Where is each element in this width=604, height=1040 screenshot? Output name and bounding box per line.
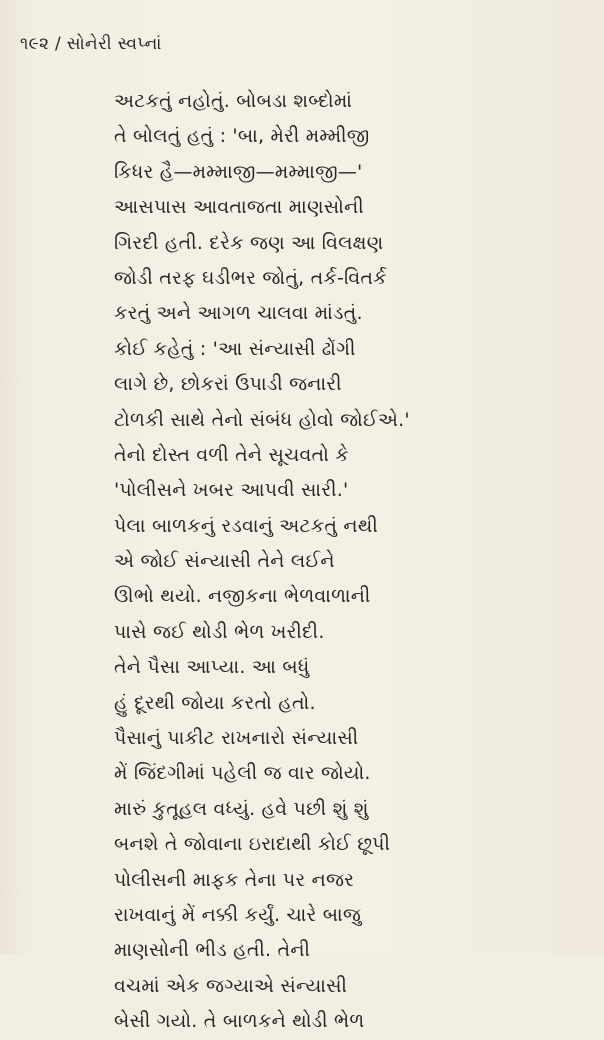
text-line: કરતું અને આગળ ચાલવા માંડતું. (114, 302, 363, 325)
text-line: પાસે જઈ થોડી ભેળ ખરીદી. (114, 620, 325, 643)
text-line: ટોળકી સાથે તેનો સંબંધ હોવો જોઈએ.' (114, 408, 410, 431)
text-line: ઊભો થયો. નજીકના ભેળવાળાની (114, 585, 371, 608)
text-line: પૈસાનું પાકીટ રાખનારો સંન્યાસી (114, 727, 359, 750)
text-line: પોલીસની માફક તેના પર નજર (114, 868, 355, 891)
text-line: કોઈ કહેતું : 'આ સંન્યાસી ઢોંગી (114, 337, 356, 360)
text-line: 'પોલીસને ખબર આપવી સારી.' (114, 479, 349, 502)
text-line: મારું કુતૂહલ વધ્યું. હવે પછી શું શું (114, 797, 369, 820)
text-line: તેનો દોસ્ત વળી તેને સૂચવતો કે (114, 443, 349, 466)
text-line: માણસોની ભીડ હતી. તેની (114, 939, 311, 962)
text-line: મેં જિંદગીમાં પહેલી જ વાર જોયો. (114, 762, 371, 785)
body-text (114, 84, 584, 1040)
running-head: ૧૯૨ / સોનેરી સ્વપ્નાં (20, 34, 162, 54)
text-line: હું દૂરથી જોયા કરતો હતો. (114, 691, 316, 714)
text-line: બેસી ગયો. તે બાળકને થોડી ભેળ (114, 1010, 365, 1033)
text-line: જોડી તરફ ઘડીભર જોતું, તર્ક-વિતર્ક (114, 266, 387, 289)
text-line: ગિરદી હતી. દરેક જણ આ વિલક્ષણ (114, 231, 384, 254)
text-line: તેને પૈસા આપ્યા. આ બધું (114, 656, 310, 679)
text-line: કિધર હૈ—મમ્માજી—મમ્માજી—' (114, 160, 363, 183)
text-line: અટકતું નહોતું. બોબડા શબ્દોમાં (114, 90, 353, 112)
text-line: વચમાં એક જગ્યાએ સંન્યાસી (114, 974, 348, 997)
text-line: તે બોલતું હતું : 'બા, મેરી મમ્મીજી (114, 125, 370, 148)
text-line: બનશે તે જોવાના ઇરાદાથી કોઈ છૂપી (114, 833, 391, 856)
text-line: લાગે છે, છોકરાં ઉપાડી જનારી (114, 373, 342, 396)
text-line: એ જોઈ સંન્યાસી તેને લઈને (114, 550, 335, 573)
text-line: પેલા બાળકનું રડવાનું અટકતું નથી (114, 514, 378, 537)
text-line: આસપાસ આવતાજતા માણસોની (114, 196, 364, 219)
text-line: રાખવાનું મેં નક્કી કર્યું. ચારે બાજુ (114, 903, 362, 926)
